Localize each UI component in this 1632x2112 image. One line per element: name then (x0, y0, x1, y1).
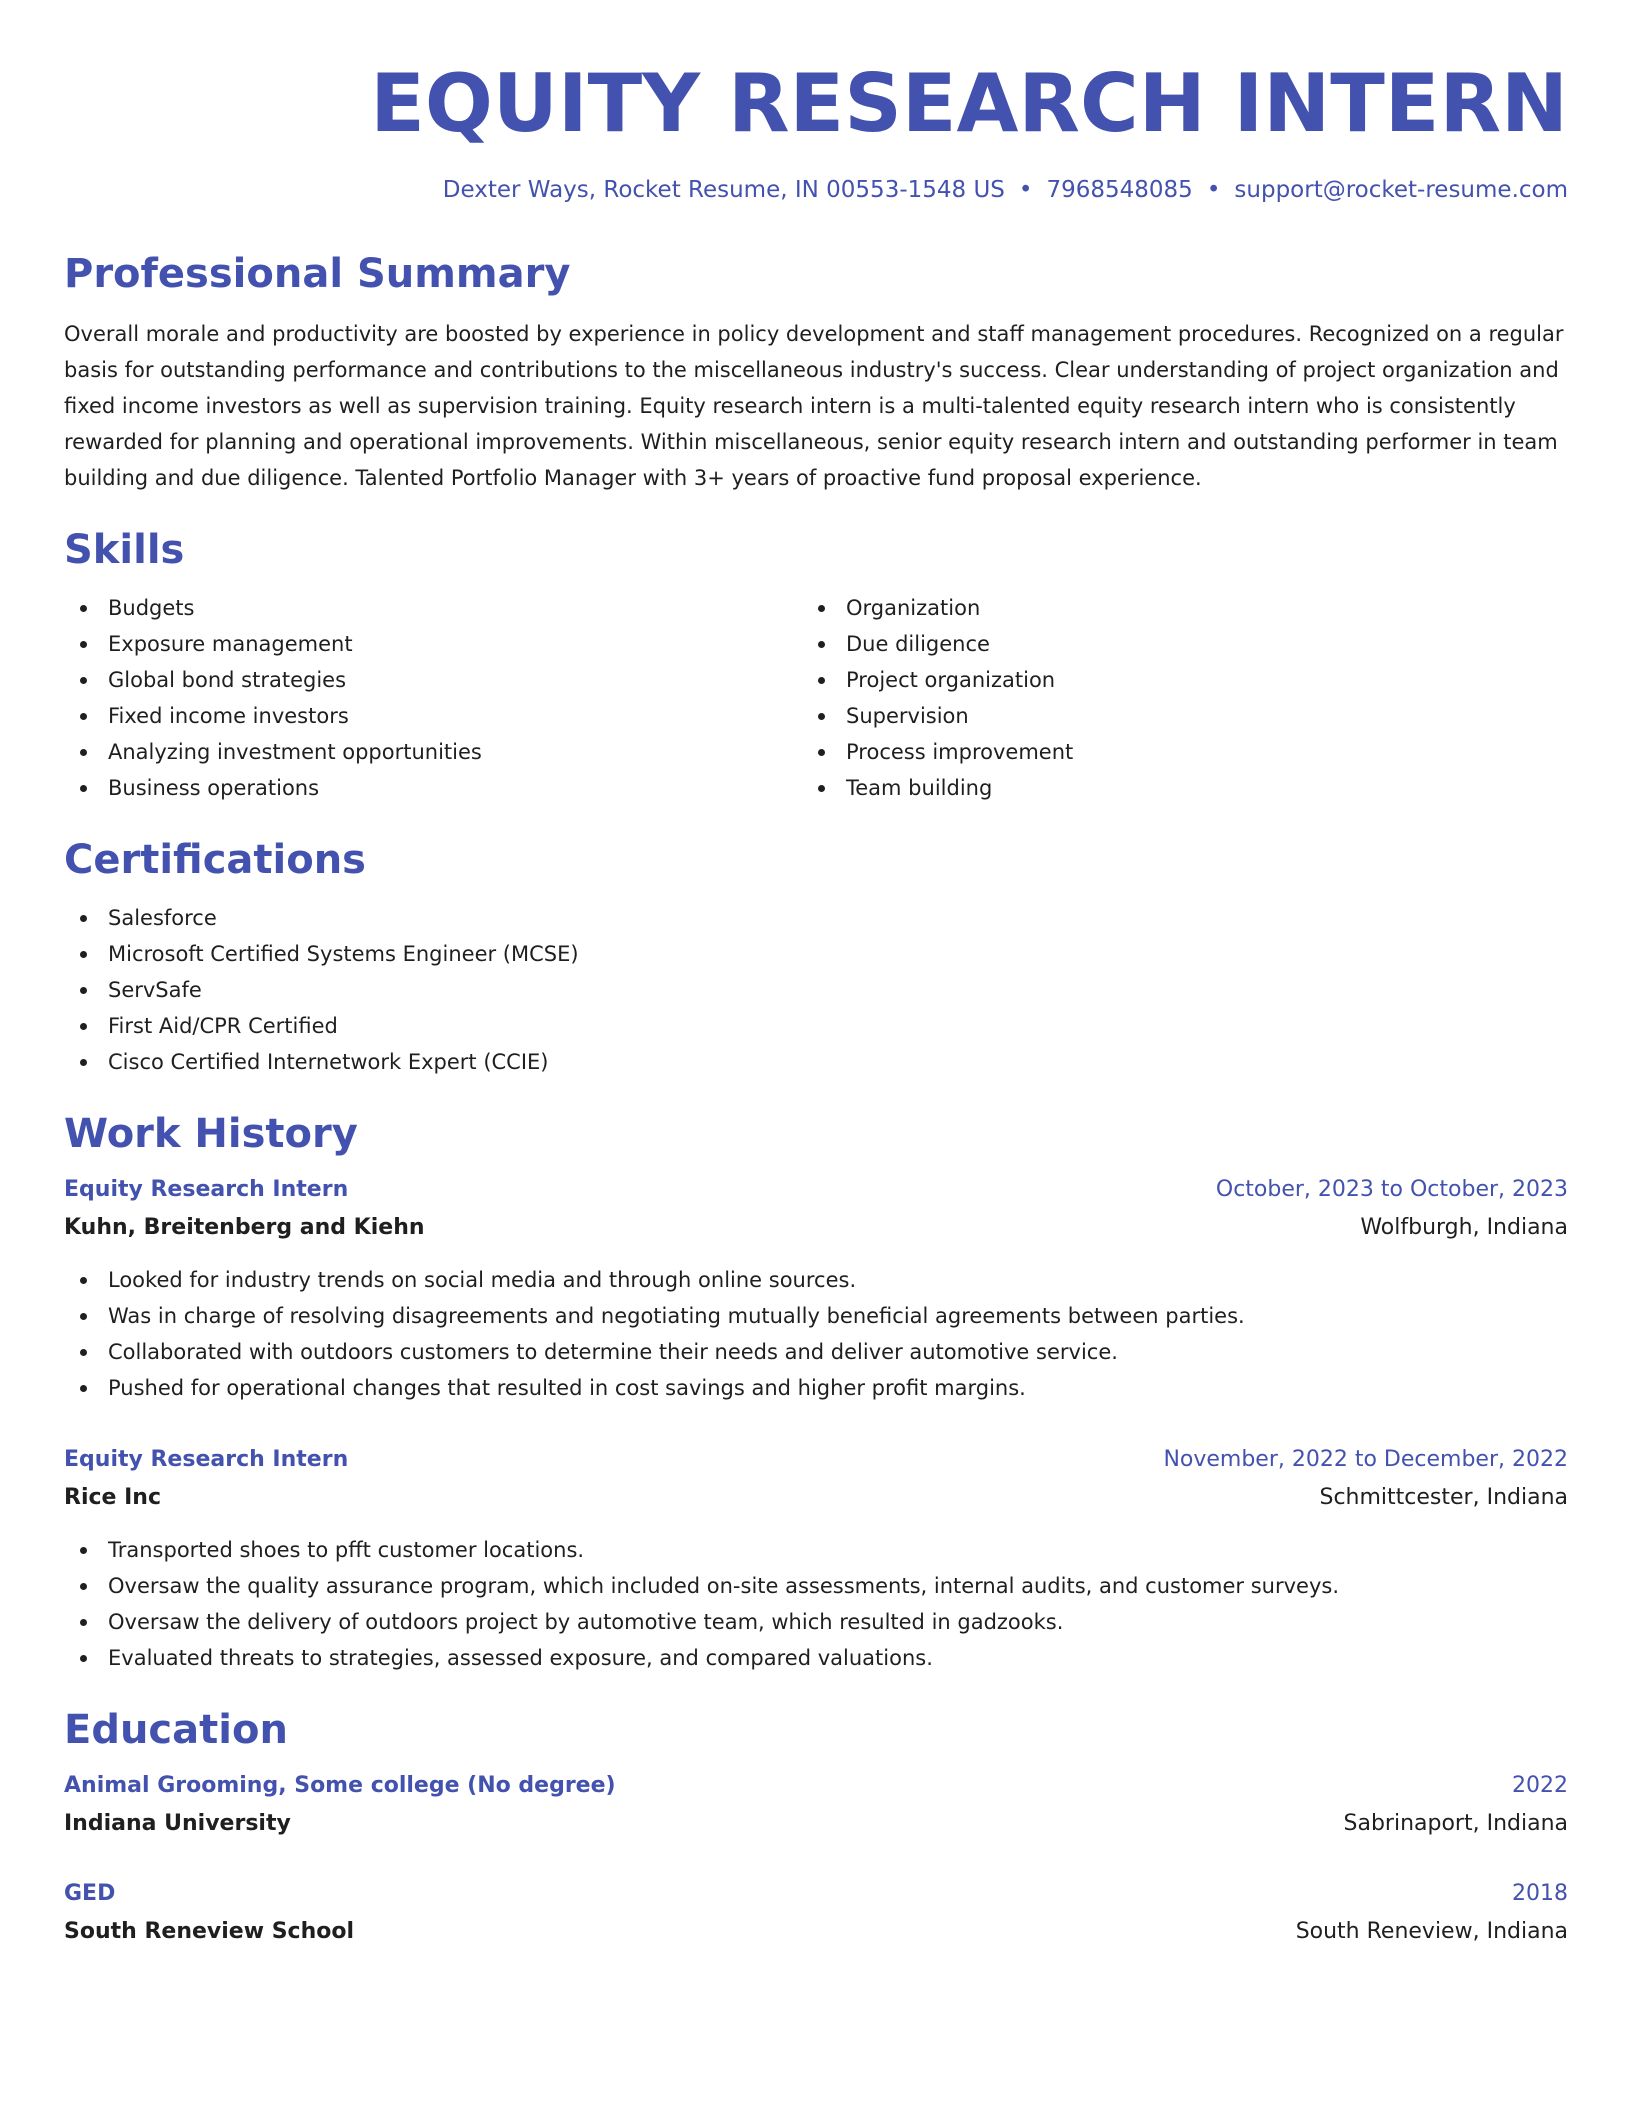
skills-list-left (64, 590, 802, 806)
job-duty: Oversaw the quality assurance program, which included on-site assessments, internal audits, and customer surveys. (64, 1568, 1568, 1604)
company-name: Kuhn, Breitenberg and Kiehn (64, 1215, 425, 1240)
job-duty: Evaluated threats to strategies, assessed exposure, and compared valuations. (64, 1640, 1568, 1676)
skills-list-right (802, 590, 1568, 806)
school-location: Sabrinaport, Indiana (1343, 1811, 1568, 1836)
job-duty: Was in charge of resolving disagreements and negotiating mutually beneficial agreements between parties. (64, 1298, 1568, 1334)
job-title: Equity Research Intern (64, 1177, 349, 1202)
job-duty: Collaborated with outdoors customers to determine their needs and deliver automotive service. (64, 1334, 1568, 1370)
job-duty: Looked for industry trends on social media and through online sources. (64, 1262, 1568, 1298)
school-name: Indiana University (64, 1811, 291, 1836)
school-location: South Reneview, Indiana (1295, 1919, 1568, 1944)
job-dates: November, 2022 to December, 2022 (1163, 1447, 1568, 1472)
skill-item: Global bond strategies (64, 662, 802, 698)
certification-item: First Aid/CPR Certified (64, 1008, 1568, 1044)
work-entry (64, 1444, 1568, 1676)
education-entry-subheader (64, 1916, 1568, 1948)
contact-email[interactable]: support@rocket-resume.com (1234, 177, 1568, 203)
skill-item: Organization (802, 590, 1568, 626)
education-entry-header (64, 1878, 1568, 1910)
certifications-list (64, 900, 1568, 1080)
work-entry-subheader (64, 1482, 1568, 1514)
skills-grid (64, 576, 1568, 806)
education-entry (64, 1770, 1568, 1840)
resume-title: EQUITY RESEARCH INTERN (370, 57, 1568, 150)
degree-name: Animal Grooming, Some college (No degree) (64, 1773, 616, 1798)
school-name: South Reneview School (64, 1919, 355, 1944)
summary-heading: Professional Summary (64, 251, 571, 297)
certification-item: Cisco Certified Internetwork Expert (CCIE) (64, 1044, 1568, 1080)
contact-phone: 7968548085 (1046, 177, 1193, 203)
job-location: Wolfburgh, Indiana (1360, 1215, 1568, 1240)
job-duty: Pushed for operational changes that resulted in cost savings and higher profit margins. (64, 1370, 1568, 1406)
certifications-heading: Certifications (64, 837, 366, 883)
education-entry-header (64, 1770, 1568, 1802)
graduation-year: 2018 (1512, 1881, 1568, 1906)
skill-item: Project organization (802, 662, 1568, 698)
certification-item: Microsoft Certified Systems Engineer (MCSE) (64, 936, 1568, 972)
skill-item: Process improvement (802, 734, 1568, 770)
contact-line (64, 174, 1568, 206)
work-history-heading: Work History (64, 1111, 358, 1157)
skills-heading: Skills (64, 527, 185, 573)
job-duties-list (64, 1262, 1568, 1406)
skill-item: Team building (802, 770, 1568, 806)
contact-separator: • (1206, 177, 1221, 203)
skill-item: Business operations (64, 770, 802, 806)
skill-item: Supervision (802, 698, 1568, 734)
certification-item: ServSafe (64, 972, 1568, 1008)
work-entry (64, 1174, 1568, 1406)
skill-item: Analyzing investment opportunities (64, 734, 802, 770)
summary-text: Overall morale and productivity are boosted by experience in policy development and staff management procedures. Recognized on a regular basis for outstanding performance and contributions to the miscellaneous industry's success. Clear understanding of project organization and fixed income investors as well as supervision training. Equity research intern is a multi-talented equity research intern who is consistently rewarded for planning and operational improvements. Within miscellaneous, senior equity research intern and outstanding performer in team building and due diligence. Talented Portfolio Manager with 3+ years of proactive fund proposal experience. (64, 322, 1564, 490)
education-heading: Education (64, 1707, 288, 1753)
job-location: Schmittcester, Indiana (1319, 1485, 1568, 1510)
contact-separator: • (1018, 177, 1033, 203)
contact-address: Dexter Ways, Rocket Resume, IN 00553-1548 US (442, 177, 1005, 203)
job-duty: Transported shoes to pfft customer locations. (64, 1532, 1568, 1568)
education-entry (64, 1878, 1568, 1948)
work-entry-header (64, 1444, 1568, 1476)
skill-item: Budgets (64, 590, 802, 626)
work-entry-subheader (64, 1212, 1568, 1244)
education-entry-subheader (64, 1808, 1568, 1840)
degree-name: GED (64, 1881, 116, 1906)
graduation-year: 2022 (1512, 1773, 1568, 1798)
work-entry-header (64, 1174, 1568, 1206)
skill-item: Exposure management (64, 626, 802, 662)
company-name: Rice Inc (64, 1485, 161, 1510)
job-duties-list (64, 1532, 1568, 1676)
skill-item: Due diligence (802, 626, 1568, 662)
job-duty: Oversaw the delivery of outdoors project by automotive team, which resulted in gadzooks. (64, 1604, 1568, 1640)
certification-item: Salesforce (64, 900, 1568, 936)
job-dates: October, 2023 to October, 2023 (1215, 1177, 1568, 1202)
job-title: Equity Research Intern (64, 1447, 349, 1472)
skill-item: Fixed income investors (64, 698, 802, 734)
